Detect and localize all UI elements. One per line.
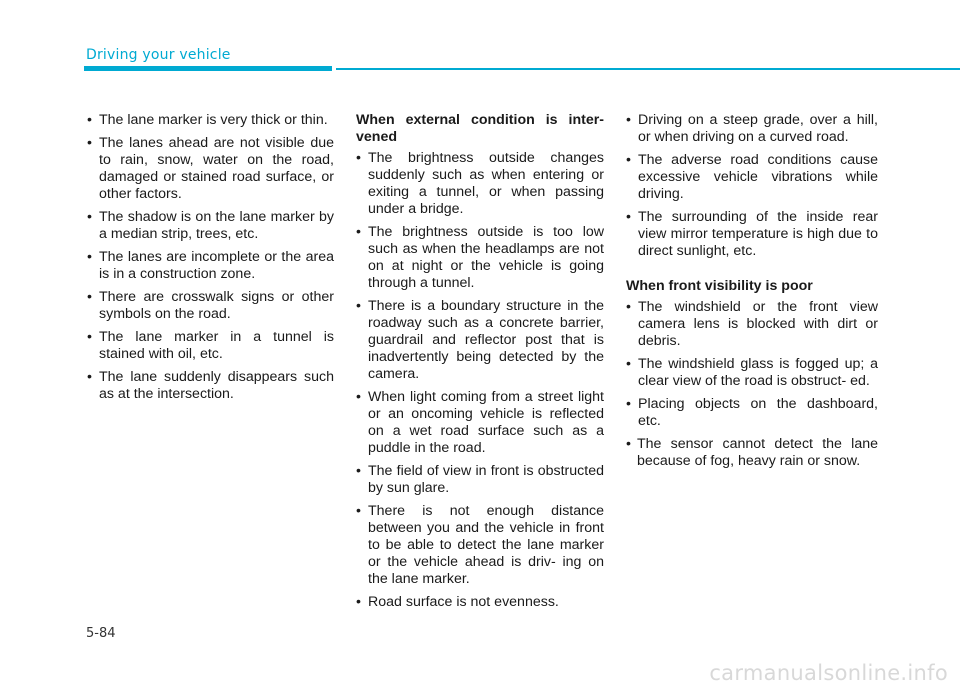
list-item: • The lanes ahead are not visible due to rain, snow, water on the road, damaged or stained road surface, or other factors. [87, 135, 334, 203]
watermark: carmanualsonline.info [709, 661, 948, 685]
subheading: When external condition is inter- vened [356, 112, 604, 145]
list-item: • The lane suddenly disappears such as at the intersection. [87, 369, 334, 403]
section-title: Driving your vehicle [86, 47, 231, 63]
header-rule-thin [336, 68, 960, 70]
bullet-list [626, 299, 878, 470]
column-1 [87, 112, 334, 409]
list-item: • The brightness outside changes suddenly such as when entering or exiting a tunnel, or when passing under a bridge. [356, 150, 604, 218]
list-item: • The lane marker is very thick or thin. [87, 112, 334, 129]
list-item: • The lane marker in a tunnel is stained with oil, etc. [87, 329, 334, 363]
bullet-list [356, 150, 604, 611]
list-item: • When light coming from a street light or an oncoming vehicle is reflected on a wet road surface such as a puddle in the road. [356, 389, 604, 457]
list-item: • The lanes are incomplete or the area is in a construction zone. [87, 249, 334, 283]
list-item: • The surrounding of the inside rear view mirror temperature is high due to direct sunlight, etc. [626, 209, 878, 260]
header-rule-thick [84, 66, 332, 71]
list-item: • Placing objects on the dashboard, etc. [626, 396, 878, 430]
bullet-list [626, 112, 878, 260]
bullet-list [87, 112, 334, 403]
page-number: 5-84 [86, 626, 116, 641]
list-item: • The shadow is on the lane marker by a median strip, trees, etc. [87, 209, 334, 243]
list-item: • The windshield or the front view camera lens is blocked with dirt or debris. [626, 299, 878, 350]
list-item: • The field of view in front is obstructed by sun glare. [356, 463, 604, 497]
list-item: • The brightness outside is too low such as when the headlamps are not on at night or the vehicle is going through a tunnel. [356, 224, 604, 292]
list-item: • The adverse road conditions cause excessive vehicle vibrations while driving. [626, 152, 878, 203]
list-item: • Driving on a steep grade, over a hill, or when driving on a curved road. [626, 112, 878, 146]
list-item: • The sensor cannot detect the lane because of fog, heavy rain or snow. [626, 436, 878, 470]
list-item: • There is not enough distance between you and the vehicle in front to be able to detect the lane marker or the vehicle ahead is driv- ing on the lane marker. [356, 503, 604, 588]
subheading: When front visibility is poor [626, 278, 813, 294]
column-2 [356, 112, 604, 617]
column-3 [626, 112, 878, 476]
list-item: • Road surface is not evenness. [356, 594, 604, 611]
list-item: • The windshield glass is fogged up; a clear view of the road is obstruct- ed. [626, 356, 878, 390]
list-item: • There is a boundary structure in the roadway such as a concrete barrier, guardrail and reflector post that is inadvertently being detected by the camera. [356, 298, 604, 383]
list-item: • There are crosswalk signs or other symbols on the road. [87, 289, 334, 323]
